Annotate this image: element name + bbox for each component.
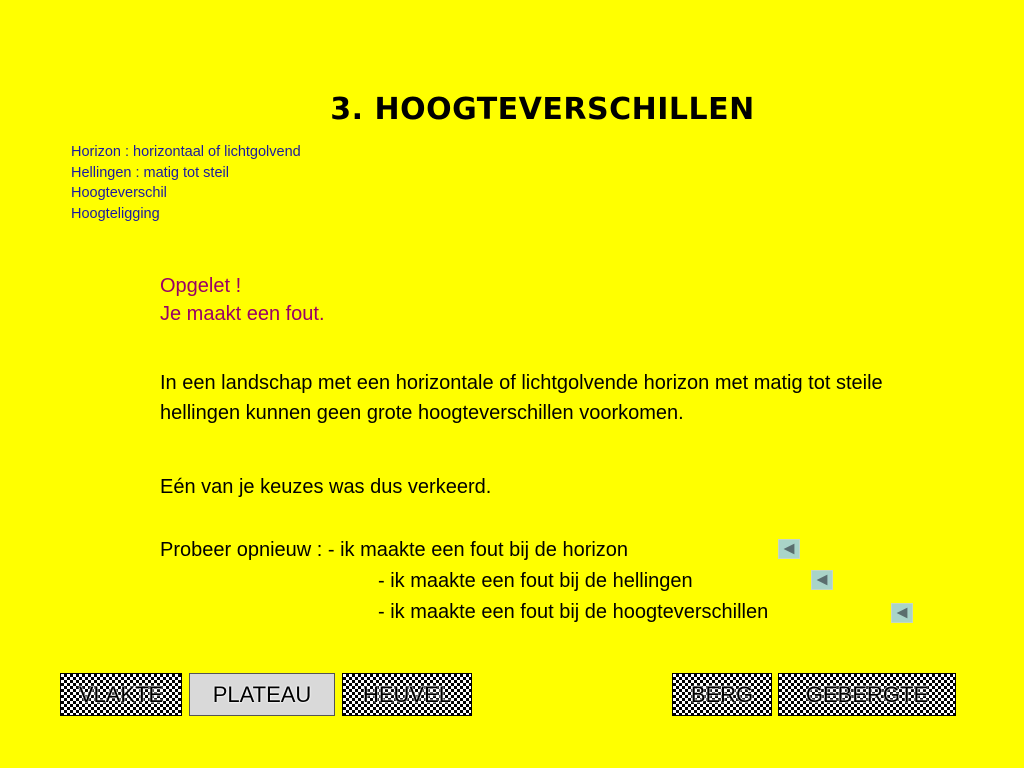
nav-heuvel-label: HEUVEL <box>362 682 452 707</box>
choice-summary <box>71 142 301 224</box>
back-to-hellingen-button[interactable] <box>811 570 833 590</box>
warning-line-2: Je maakt een fout. <box>160 303 325 325</box>
explanation-text: In een landschap met een horizontale of lichtgolvende horizon met matig tot steile hellingen kunnen geen grote hoogteverschillen voorkomen. <box>160 372 883 424</box>
triangle-left-icon <box>779 540 799 558</box>
nav-berg-label: BERG <box>690 682 754 707</box>
retry-horizon-text: Probeer opnieuw : - ik maakte een fout bij de horizon <box>160 539 629 561</box>
retry-hoogteverschillen-text: - ik maakte een fout bij de hoogteverschillen <box>378 601 769 623</box>
back-to-horizon-button[interactable] <box>778 539 800 559</box>
nav-vlakte-button[interactable] <box>60 673 182 716</box>
conclusion-text: Eén van je keuzes was dus verkeerd. <box>160 476 492 498</box>
nav-plateau-button[interactable] <box>189 673 335 716</box>
retry-hellingen-text: - ik maakte een fout bij de hellingen <box>378 570 693 592</box>
nav-plateau-label: PLATEAU <box>212 682 312 707</box>
back-to-hoogteverschillen-button[interactable] <box>891 603 913 623</box>
nav-heuvel-button[interactable] <box>342 673 472 716</box>
nav-berg-button[interactable] <box>672 673 772 716</box>
page-title: 3. HOOGTEVERSCHILLEN <box>330 92 755 127</box>
summary-hellingen: Hellingen : matig tot steil <box>71 164 229 181</box>
nav-gebergte-button[interactable] <box>778 673 956 716</box>
warning-message <box>160 272 325 328</box>
warning-line-1: Opgelet ! <box>160 275 242 297</box>
nav-vlakte-label: VLAKTE <box>78 682 164 707</box>
triangle-left-icon <box>892 604 912 622</box>
nav-gebergte-label: GEBERGTE <box>805 682 929 707</box>
summary-hoogteligging: Hoogteligging <box>71 205 160 222</box>
triangle-left-icon <box>812 571 832 589</box>
summary-horizon: Horizon : horizontaal of lichtgolvend <box>71 144 301 160</box>
summary-hoogteverschil: Hoogteverschil <box>71 185 167 201</box>
